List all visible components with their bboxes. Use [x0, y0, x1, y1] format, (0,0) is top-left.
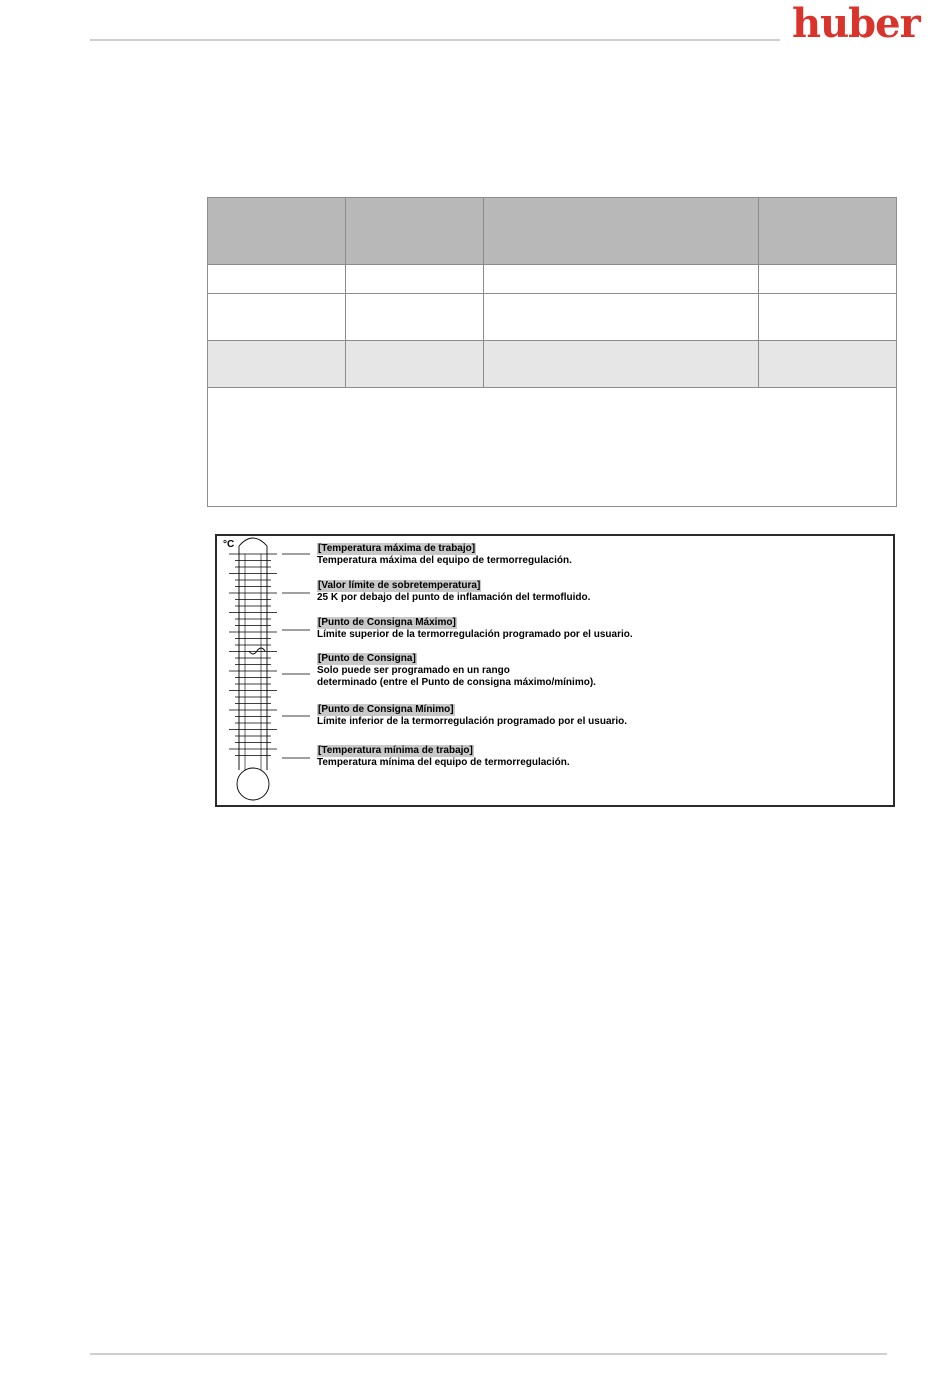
- limit-label-description: Solo puede ser programado en un rango: [317, 665, 510, 676]
- info-table: [207, 197, 897, 507]
- limit-label-description: Temperatura máxima del equipo de termorregulación.: [317, 555, 572, 566]
- table-header-cell: [759, 198, 897, 265]
- huber-logo: huber: [792, 0, 920, 47]
- limit-label-title: [Punto de Consigna]: [318, 653, 416, 664]
- header-rule: [90, 39, 780, 41]
- limit-label-title: [Temperatura mínima de trabajo]: [318, 745, 473, 756]
- limit-label-description: Temperatura mínima del equipo de termorregulación.: [317, 757, 570, 768]
- limit-label-title: [Valor límite de sobretemperatura]: [318, 580, 481, 591]
- table-row: [208, 265, 897, 294]
- limit-label: [317, 580, 590, 604]
- table-row: [208, 294, 897, 341]
- limit-label: [317, 745, 570, 769]
- limit-label: [317, 704, 627, 728]
- footer-rule: [90, 1353, 887, 1355]
- limit-label-description: Límite superior de la termorregulación programado por el usuario.: [317, 629, 633, 640]
- table-row: [208, 341, 897, 388]
- table-header-cell: [346, 198, 484, 265]
- limit-label-description: Límite inferior de la termorregulación programado por el usuario.: [317, 716, 628, 727]
- limit-label: [317, 653, 596, 689]
- table-header-cell: [484, 198, 759, 265]
- limit-label: [317, 617, 633, 641]
- table-note-cell: [208, 388, 897, 507]
- table-header-row: [208, 198, 897, 265]
- table-note-row: [208, 388, 897, 507]
- unit-label: °C: [223, 539, 235, 550]
- leader-lines: [280, 540, 312, 780]
- limit-label-title: [Punto de Consigna Máximo]: [318, 617, 456, 628]
- limit-label-title: [Punto de Consigna Mínimo]: [318, 704, 454, 715]
- limit-label: [317, 543, 572, 567]
- limit-label-description: 25 K por debajo del punto de inflamación del termofluido.: [317, 592, 591, 603]
- table-header-cell: [208, 198, 346, 265]
- limit-label-title: [Temperatura máxima de trabajo]: [318, 543, 476, 554]
- limit-label-description: determinado (entre el Punto de consigna máximo/mínimo).: [317, 677, 596, 688]
